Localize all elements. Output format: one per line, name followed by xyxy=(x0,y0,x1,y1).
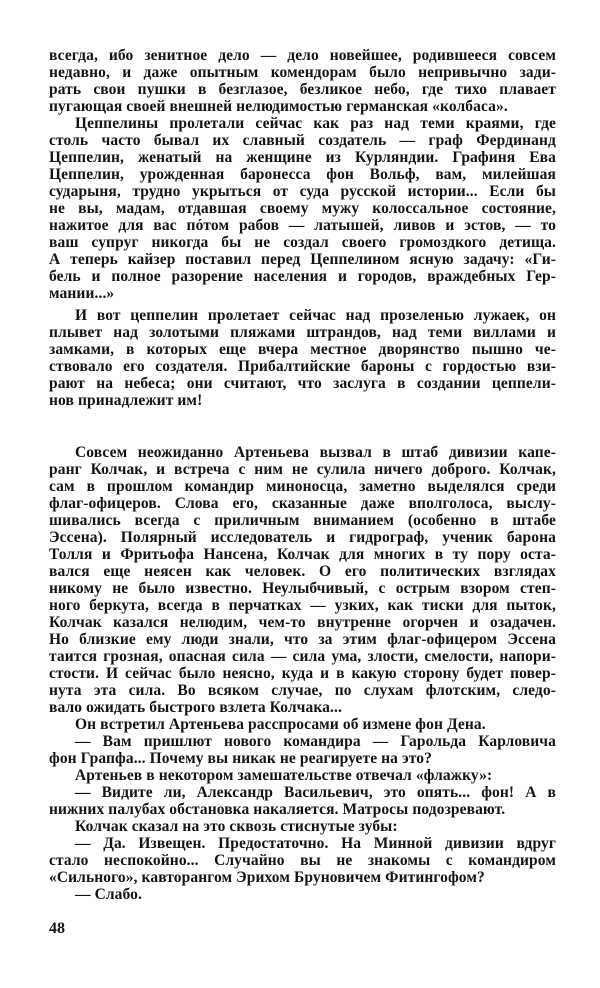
text-line: вало ожидать быстрого взлета Колчака... xyxy=(49,699,342,716)
paragraph xyxy=(49,886,556,903)
text-line: стости. И сейчас было неясно, куда и в какую сторону будет повер- xyxy=(49,665,556,682)
text-line: ранг Колчак, и встреча с ним не сулила ничего доброго. Колчак, xyxy=(49,461,556,478)
text-line: никому не было известно. Неулыбчивый, с острым взором степ- xyxy=(49,580,556,597)
text-line: Цеппелин, женатый на женщине из Курляндии. Графиня Ева xyxy=(49,149,556,166)
text-line: рают на небеса; они считают, что заслуга в создании цеппели- xyxy=(49,375,556,392)
text-line: Но близкие ему люди знали, что за этим флаг-офицером Эссена xyxy=(49,631,556,648)
text-line: не вы, мадам, отдавшая своему мужу колоссальное состояние, xyxy=(49,200,556,217)
text-line: Совсем неожиданно Артеньева вызвал в штаб дивизии капе- xyxy=(75,444,556,461)
text-line: замками, в которых еще вчера местное дворянство пышно че- xyxy=(49,341,556,358)
text-line: Цеппелины пролетали сейчас как раз над теми краями, где xyxy=(75,115,556,132)
paragraph xyxy=(49,307,556,409)
text-line: плывет над золотыми пляжами штрандов, над теми виллами и xyxy=(49,324,556,341)
text-line: нов принадлежит им! xyxy=(49,392,203,409)
text-line: Артеньев в некотором замешательстве отвечал «флажку»: xyxy=(75,767,493,784)
text-line: Колчак казался нелюдим, чем-то внутренне огорчен и озадачен. xyxy=(49,614,556,631)
text-line: рать свои пушки в безглазое, безликое небо, где тихо плавает xyxy=(49,81,556,98)
text-line: Колчак сказал на это сквозь стиснутые зубы: xyxy=(75,818,398,835)
text-line: ствовало его создателя. Прибалтийские бароны с гордостью взи- xyxy=(49,358,556,375)
text-line: — Да. Извещен. Предостаточно. На Минной дивизии вдруг xyxy=(75,835,556,852)
text-line: стало неспокойно... Случайно вы не знакомы с командиром xyxy=(49,852,556,869)
book-page-body xyxy=(49,47,556,903)
text-line: Эссена). Полярный исследователь и гидрограф, ученик барона xyxy=(49,529,556,546)
text-line: мании...» xyxy=(49,285,115,302)
text-line: И вот цеппелин пролетает сейчас над прозеленью лужаек, он xyxy=(75,307,556,324)
paragraph-gap xyxy=(49,409,556,444)
text-line: Толля и Фритьофа Нансена, Колчак для многих в ту пору оста- xyxy=(49,546,556,563)
text-line: столь часто бывал их славный создатель — граф Фердинанд xyxy=(49,132,556,149)
text-line: пугающая своей внешней нелюдимостью германская «колбаса». xyxy=(49,98,508,115)
text-line: сам в прошлом командир миноносца, заметно выделялся среди xyxy=(49,478,556,495)
text-line: — Слабо. xyxy=(75,886,142,903)
text-line: ного беркута, всегда в перчатках — узких, как тиски для пыток, xyxy=(49,597,556,614)
paragraph xyxy=(49,835,556,886)
text-line: — Видите ли, Александр Васильевич, это опять... фон! А в xyxy=(75,784,556,801)
paragraph xyxy=(49,767,556,784)
text-line: Он встретил Артеньева расспросами об измене фон Дена. xyxy=(75,716,486,733)
text-line: нута эта сила. Во всяком случае, по слухам флотским, следо- xyxy=(49,682,556,699)
text-line: фон Грапфа... Почему вы никак не реагируете на это? xyxy=(49,750,433,767)
text-line: таится грозная, опасная сила — сила ума, злости, смелости, напори- xyxy=(49,648,556,665)
text-line: флаг-офицеров. Слова его, сказанные даже вполголоса, выслу- xyxy=(49,495,556,512)
text-line: «Сильного», кавторангом Эрихом Бруновичем Фитингофом? xyxy=(49,869,485,886)
text-line: — Вам пришлют нового командира — Гарольда Карловича xyxy=(75,733,556,750)
text-line: нижних палубах обстановка накаляется. Матросы подозревают. xyxy=(49,801,506,818)
text-line: шивались всегда с приличным вниманием (особенно в штабе xyxy=(49,512,556,529)
paragraph xyxy=(49,47,556,115)
text-line: сударыня, трудно укрыться от суда русской истории... Если бы xyxy=(49,183,556,200)
text-line: Цеппелин, урожденная баронесса фон Вольф, вам, милейшая xyxy=(49,166,556,183)
paragraph xyxy=(49,733,556,767)
paragraph xyxy=(49,444,556,716)
paragraph xyxy=(49,716,556,733)
text-line: всегда, ибо зенитное дело — дело новейшее, родившееся совсем xyxy=(49,47,556,64)
text-line: ваш супруг никогда бы не создал своего громоздкого детища. xyxy=(49,234,556,251)
text-line: нажитое для вас пóтом рабов — латышей, ливов и эстов, — то xyxy=(49,217,556,234)
text-line: недавно, и даже опытным комендорам было непривычно зади- xyxy=(49,64,556,81)
text-line: А теперь кайзер поставил перед Цеппелином ясную задачу: «Ги- xyxy=(49,251,556,268)
text-line: вался еще неясен как человек. О его политических взглядах xyxy=(49,563,556,580)
paragraph xyxy=(49,818,556,835)
page-number: 48 xyxy=(49,920,65,937)
paragraph xyxy=(49,784,556,818)
paragraph xyxy=(49,115,556,302)
text-line: бель и полное разорение населения и городов, враждебных Гер- xyxy=(49,268,556,285)
